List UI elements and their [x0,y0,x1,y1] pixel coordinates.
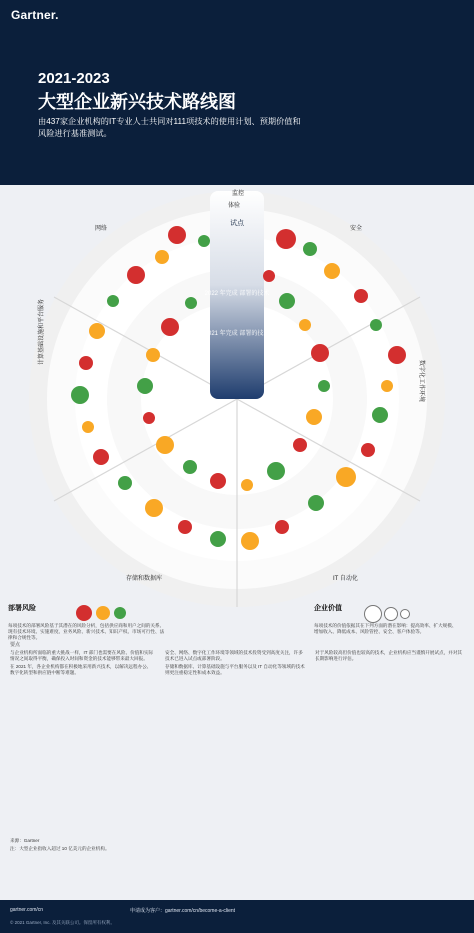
bubble-28[interactable] [263,270,275,282]
value-legend-rings [314,605,466,623]
value-legend-title: 企业价值 [314,605,342,612]
segment-label-digital-workplace: 数字化工作环境 [418,360,424,403]
bubble-35[interactable] [267,462,285,480]
segment-label-network: 网络 [95,226,108,232]
bubble-38[interactable] [183,460,197,474]
bubble-19[interactable] [118,476,132,490]
segment-label-monitor: 监控 [232,191,245,197]
bubble-11[interactable] [361,443,375,457]
bubble-24[interactable] [89,323,105,339]
bubble-2[interactable] [198,235,210,247]
notes-label: 要点 [10,642,21,648]
bubble-15[interactable] [241,532,259,550]
page-subtitle: 由437家企业机构的IT专业人士共同对111项技术的使用计划、预期价值和风险进行基准测试。 [38,117,301,138]
footer-copyright: © 2021 Gartner, Inc. 及其关联公司。保留所有权利。 [10,920,115,925]
segment-label-storage-db: 存储和数据库 [126,576,163,582]
note-item-2: 在 2021 年，各企业机构都在积极地采用新兴技术，以解决远程办公、数字化转型和供应链中断等难题。 [10,664,152,675]
bubble-31[interactable] [311,344,329,362]
risk-legend-title: 部署风险 [8,605,36,612]
radar-chart [0,185,474,610]
bubble-29[interactable] [279,293,295,309]
bubble-17[interactable] [178,520,192,534]
bubble-44[interactable] [185,297,197,309]
center-label-2022: 2022 年完成 部署的技术 [204,291,270,297]
bubble-41[interactable] [137,378,153,394]
risk-legend-dots [8,605,178,623]
bubble-1[interactable] [168,226,186,244]
center-label-2021: 2021 年完成 部署的技术 [204,331,270,337]
note-item-1: 与企业机构所面临的重大挑战一样，IT 部门也需要在风险、价值和实际情况之间取得平衡，确保投入时间和资金的技术能够带来最大回报。 [10,650,154,661]
value-legend [314,603,466,635]
bubble-6[interactable] [354,289,368,303]
footer [0,900,474,933]
bubble-16[interactable] [210,531,226,547]
footer-cta[interactable]: 申请成为客户：gartner.com/cn/become-a-client [130,908,236,914]
bubble-4[interactable] [303,242,317,256]
bubble-21[interactable] [82,421,94,433]
bubble-32[interactable] [318,380,330,392]
page-title: 大型企业新兴技术路线图 [38,92,236,112]
risk-dot-high [76,605,92,621]
bubble-7[interactable] [370,319,382,331]
bubble-22[interactable] [71,386,89,404]
bubble-33[interactable] [306,409,322,425]
note-item-5: 对于风险较高但价值也较高的技术，企业机构应当谨慎开展试点，并对其长期影响进行评估。 [315,650,463,661]
bubble-13[interactable] [308,495,324,511]
center-label-pilot: 试点 [230,220,244,227]
bubble-42[interactable] [146,348,160,362]
bubble-26[interactable] [127,266,145,284]
risk-legend-description: 每项技术的部署风险基于其潜在的风险分析，包括供应商和用户之间的关系、现有技术环境、实施难度、业务风险、新兴技术、知识产权、市场可行性、法律和合规性等。 [8,623,165,640]
note-item-3: 安全、网络、数字化工作环境等领域的技术投资受到高度关注，许多技术已进入试点或部署阶段。 [165,650,303,661]
segment-label-experience: 体验 [228,203,241,209]
segment-label-it-automation: IT 自动化 [333,576,358,582]
bubble-25[interactable] [107,295,119,307]
source-note: 注：大型企业指收入超过 10 亿美元的企业机构。 [10,846,110,851]
source-text: 来源：Gartner [10,838,40,843]
value-ring-small [400,609,410,619]
notes-col-1 [10,650,155,678]
brand-logo[interactable]: Gartner. [11,8,59,22]
risk-dot-low [114,607,126,619]
value-ring-medium [384,607,398,621]
bubble-36[interactable] [241,479,253,491]
bubble-40[interactable] [143,412,155,424]
risk-legend [8,603,178,641]
bubble-37[interactable] [210,473,226,489]
bubble-5[interactable] [324,263,340,279]
bubble-3[interactable] [276,229,296,249]
bubble-27[interactable] [155,250,169,264]
bubble-30[interactable] [299,319,311,331]
bubble-8[interactable] [388,346,406,364]
risk-dot-mid [96,606,110,620]
page-years: 2021-2023 [38,70,110,87]
bubble-14[interactable] [275,520,289,534]
value-ring-large [364,605,382,623]
segment-label-security: 安全 [350,226,363,232]
bubble-20[interactable] [93,449,109,465]
bubble-43[interactable] [161,318,179,336]
bubble-23[interactable] [79,356,93,370]
value-legend-description: 每项技术的价值依据其在下列方面的潜在影响：提高效率、扩大规模、增加收入、降低成本、风险管控、安全、客户体验等。 [314,623,457,634]
note-item-4: 存储和数据库、计算基础设施与平台服务以及 IT 自动化等领域的技术则更注重稳定性和成本效益。 [165,664,305,675]
bubble-10[interactable] [372,407,388,423]
bubble-12[interactable] [336,467,356,487]
segment-label-infra-platform: 计算基础设施和平台服务 [39,298,45,365]
bubble-34[interactable] [293,438,307,452]
notes-col-2 [165,650,305,678]
hero-header [0,0,474,185]
bubble-18[interactable] [145,499,163,517]
footer-site[interactable]: gartner.com/cn [10,907,44,913]
bubble-39[interactable] [156,436,174,454]
bubble-9[interactable] [381,380,393,392]
notes-col-3 [315,650,465,664]
